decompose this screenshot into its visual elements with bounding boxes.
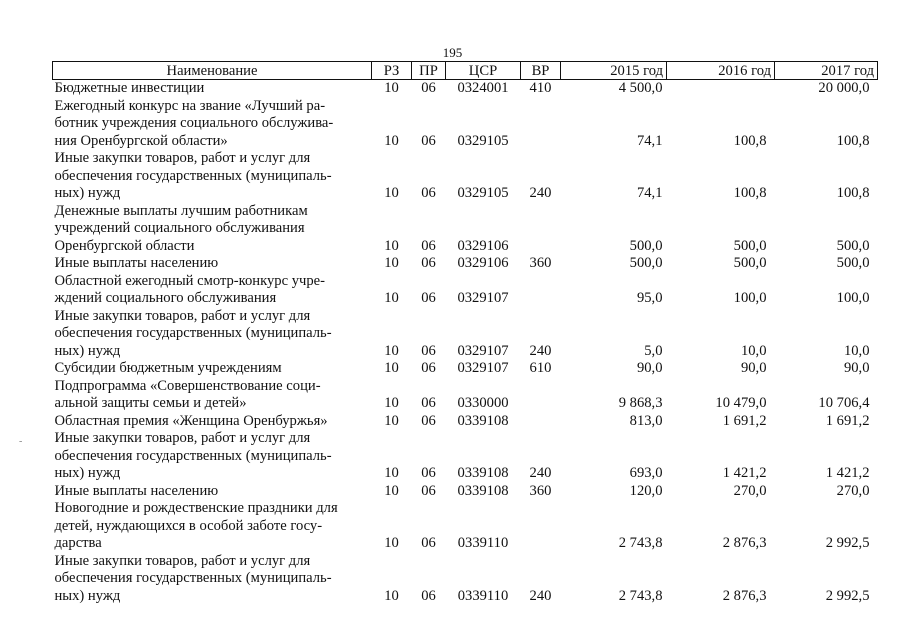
table-row xyxy=(53,98,878,151)
header-2017: 2017 год xyxy=(775,62,878,80)
table-body xyxy=(53,80,878,606)
row-value-2017: 100,0 xyxy=(836,290,870,306)
row-vr: 360 xyxy=(529,482,552,499)
header-2015: 2015 год xyxy=(561,62,667,80)
budget-table xyxy=(52,61,878,605)
row-name: Иные закупки товаров, работ и услуг для обеспечения государственных (муниципаль- ных) нужд xyxy=(54,307,332,359)
row-rz: 10 xyxy=(384,132,399,149)
row-vr: 610 xyxy=(529,360,552,376)
row-rz: 10 xyxy=(384,360,399,376)
header-rz: РЗ xyxy=(372,62,412,80)
row-name: Иные закупки товаров, работ и услуг для обеспечения государственных (муниципаль- ных) нужд xyxy=(54,552,332,604)
row-value-2017: 10,0 xyxy=(843,342,870,359)
row-vr: 410 xyxy=(529,80,552,96)
row-rz: 10 xyxy=(384,237,399,254)
row-vr: 240 xyxy=(529,465,552,481)
row-csr: 0329106 xyxy=(457,255,509,271)
row-value-2016: 500,0 xyxy=(733,255,767,271)
row-value-2016: 100,8 xyxy=(733,185,767,201)
row-vr xyxy=(521,98,561,151)
row-csr: 0329107 xyxy=(457,360,509,376)
row-value-2015: 500,0 xyxy=(629,255,663,271)
row-value-2015: 74,1 xyxy=(636,185,663,201)
row-pr: 06 xyxy=(421,342,436,359)
table-row xyxy=(53,430,878,483)
row-vr xyxy=(521,500,561,553)
row-value-2015: 120,0 xyxy=(629,482,663,499)
row-csr: 0329105 xyxy=(457,132,509,149)
row-pr: 06 xyxy=(421,465,436,481)
row-pr: 06 xyxy=(421,80,436,96)
table-header-row xyxy=(53,62,878,80)
row-value-2017: 1 421,2 xyxy=(825,465,870,481)
table-row xyxy=(53,150,878,203)
row-name: Областной ежегодный смотр-конкурс учре- ждений социального обслуживания xyxy=(54,272,325,306)
row-rz: 10 xyxy=(384,255,399,271)
row-rz: 10 xyxy=(384,412,399,429)
row-value-2016: 1 691,2 xyxy=(722,412,767,429)
table-row xyxy=(53,413,878,431)
row-csr: 0339108 xyxy=(457,412,509,429)
row-vr xyxy=(521,378,561,413)
row-value-2017: 100,8 xyxy=(836,185,870,201)
row-value-2016: 500,0 xyxy=(733,237,767,254)
row-value-2015: 9 868,3 xyxy=(618,395,663,411)
row-pr: 06 xyxy=(421,185,436,201)
row-rz: 10 xyxy=(384,535,399,551)
row-value-2016: 100,8 xyxy=(733,132,767,149)
row-value-2017: 10 706,4 xyxy=(818,395,870,411)
table-row xyxy=(53,500,878,553)
row-rz: 10 xyxy=(384,482,399,499)
row-pr: 06 xyxy=(421,535,436,551)
row-value-2015: 813,0 xyxy=(629,412,663,429)
row-value-2017: 500,0 xyxy=(836,237,870,254)
row-name: Субсидии бюджетным учреждениям xyxy=(54,360,282,376)
table-row xyxy=(53,360,878,378)
row-rz: 10 xyxy=(384,395,399,411)
row-value-2017: 2 992,5 xyxy=(825,535,870,551)
row-value-2015: 693,0 xyxy=(629,465,663,481)
row-value-2015: 74,1 xyxy=(636,132,663,149)
row-pr: 06 xyxy=(421,482,436,499)
row-vr xyxy=(521,413,561,431)
table-row xyxy=(53,255,878,273)
row-pr: 06 xyxy=(421,412,436,429)
row-pr: 06 xyxy=(421,237,436,254)
header-vr: ВР xyxy=(521,62,561,80)
row-value-2016: 2 876,3 xyxy=(722,535,767,551)
table-row xyxy=(53,273,878,308)
header-pr: ПР xyxy=(412,62,446,80)
row-value-2016: 10 479,0 xyxy=(715,395,767,411)
row-rz: 10 xyxy=(384,185,399,201)
row-vr xyxy=(521,273,561,308)
row-name: Иные закупки товаров, работ и услуг для обеспечения государственных (муниципаль- ных) нужд xyxy=(54,430,332,481)
table-row xyxy=(53,378,878,413)
row-value-2016 xyxy=(667,80,775,98)
table-row xyxy=(53,483,878,501)
row-pr: 06 xyxy=(421,290,436,306)
row-csr: 0329106 xyxy=(457,237,509,254)
row-pr: 06 xyxy=(421,132,436,149)
row-csr: 0329107 xyxy=(457,290,509,306)
row-pr: 06 xyxy=(421,395,436,411)
row-name: Подпрограмма «Совершенствование соци- альной защиты семьи и детей» xyxy=(54,377,321,411)
row-csr: 0330000 xyxy=(457,395,509,411)
row-value-2015: 95,0 xyxy=(636,290,663,306)
row-value-2015: 500,0 xyxy=(629,237,663,254)
row-value-2015: 2 743,8 xyxy=(618,535,663,551)
row-value-2017: 20 000,0 xyxy=(818,80,870,96)
row-value-2016: 1 421,2 xyxy=(722,465,767,481)
row-rz: 10 xyxy=(384,80,399,96)
header-csr: ЦСР xyxy=(446,62,521,80)
row-name: Ежегодный конкурс на звание «Лучший ра- ботник учреждения социального обслужива- ния Оренбургской области» xyxy=(54,97,334,149)
row-value-2017: 1 691,2 xyxy=(825,412,870,429)
row-value-2017: 500,0 xyxy=(836,255,870,271)
row-vr: 240 xyxy=(529,587,552,604)
row-csr: 0329107 xyxy=(457,342,509,359)
row-vr: 360 xyxy=(529,255,552,271)
row-pr: 06 xyxy=(421,587,436,604)
table-row xyxy=(53,80,878,98)
row-vr: 240 xyxy=(529,342,552,359)
page-number: 195 xyxy=(442,45,463,60)
row-csr: 0339110 xyxy=(457,587,509,604)
row-vr xyxy=(521,203,561,256)
row-name: Иные выплаты населению xyxy=(54,255,219,271)
row-value-2015: 4 500,0 xyxy=(618,80,663,96)
row-value-2015: 2 743,8 xyxy=(618,587,663,604)
row-name: Областная премия «Женщина Оренбуржья» xyxy=(54,412,328,429)
row-csr: 0339108 xyxy=(457,465,509,481)
scan-mark: - xyxy=(19,436,23,447)
row-csr: 0339110 xyxy=(457,535,509,551)
table-row xyxy=(53,203,878,256)
row-value-2016: 100,0 xyxy=(733,290,767,306)
row-csr: 0324001 xyxy=(457,80,509,96)
header-name: Наименование xyxy=(53,62,372,80)
row-value-2017: 270,0 xyxy=(836,482,870,499)
row-name: Иные закупки товаров, работ и услуг для обеспечения государственных (муниципаль- ных) нужд xyxy=(54,150,332,201)
row-pr: 06 xyxy=(421,255,436,271)
row-name: Новогодние и рождественские праздники для детей, нуждающихся в особой заботе госу- дарства xyxy=(54,500,338,551)
table-row xyxy=(53,308,878,361)
row-value-2017: 2 992,5 xyxy=(825,587,870,604)
row-rz: 10 xyxy=(384,587,399,604)
row-name: Бюджетные инвестиции xyxy=(54,80,205,96)
row-name: Иные выплаты населению xyxy=(54,482,219,499)
row-rz: 10 xyxy=(384,465,399,481)
row-csr: 0339108 xyxy=(457,482,509,499)
row-value-2016: 10,0 xyxy=(740,342,767,359)
row-csr: 0329105 xyxy=(457,185,509,201)
row-value-2017: 100,8 xyxy=(836,132,870,149)
row-name: Денежные выплаты лучшим работникам учреждений социального обслуживания Оренбургской области xyxy=(54,202,308,254)
row-value-2016: 90,0 xyxy=(740,360,767,376)
row-value-2017: 90,0 xyxy=(843,360,870,376)
row-value-2016: 270,0 xyxy=(733,482,767,499)
header-2016: 2016 год xyxy=(667,62,775,80)
row-value-2015: 90,0 xyxy=(636,360,663,376)
row-vr: 240 xyxy=(529,185,552,201)
table-row xyxy=(53,553,878,606)
row-rz: 10 xyxy=(384,342,399,359)
row-pr: 06 xyxy=(421,360,436,376)
row-value-2015: 5,0 xyxy=(644,342,663,359)
row-rz: 10 xyxy=(384,290,399,306)
row-value-2016: 2 876,3 xyxy=(722,587,767,604)
